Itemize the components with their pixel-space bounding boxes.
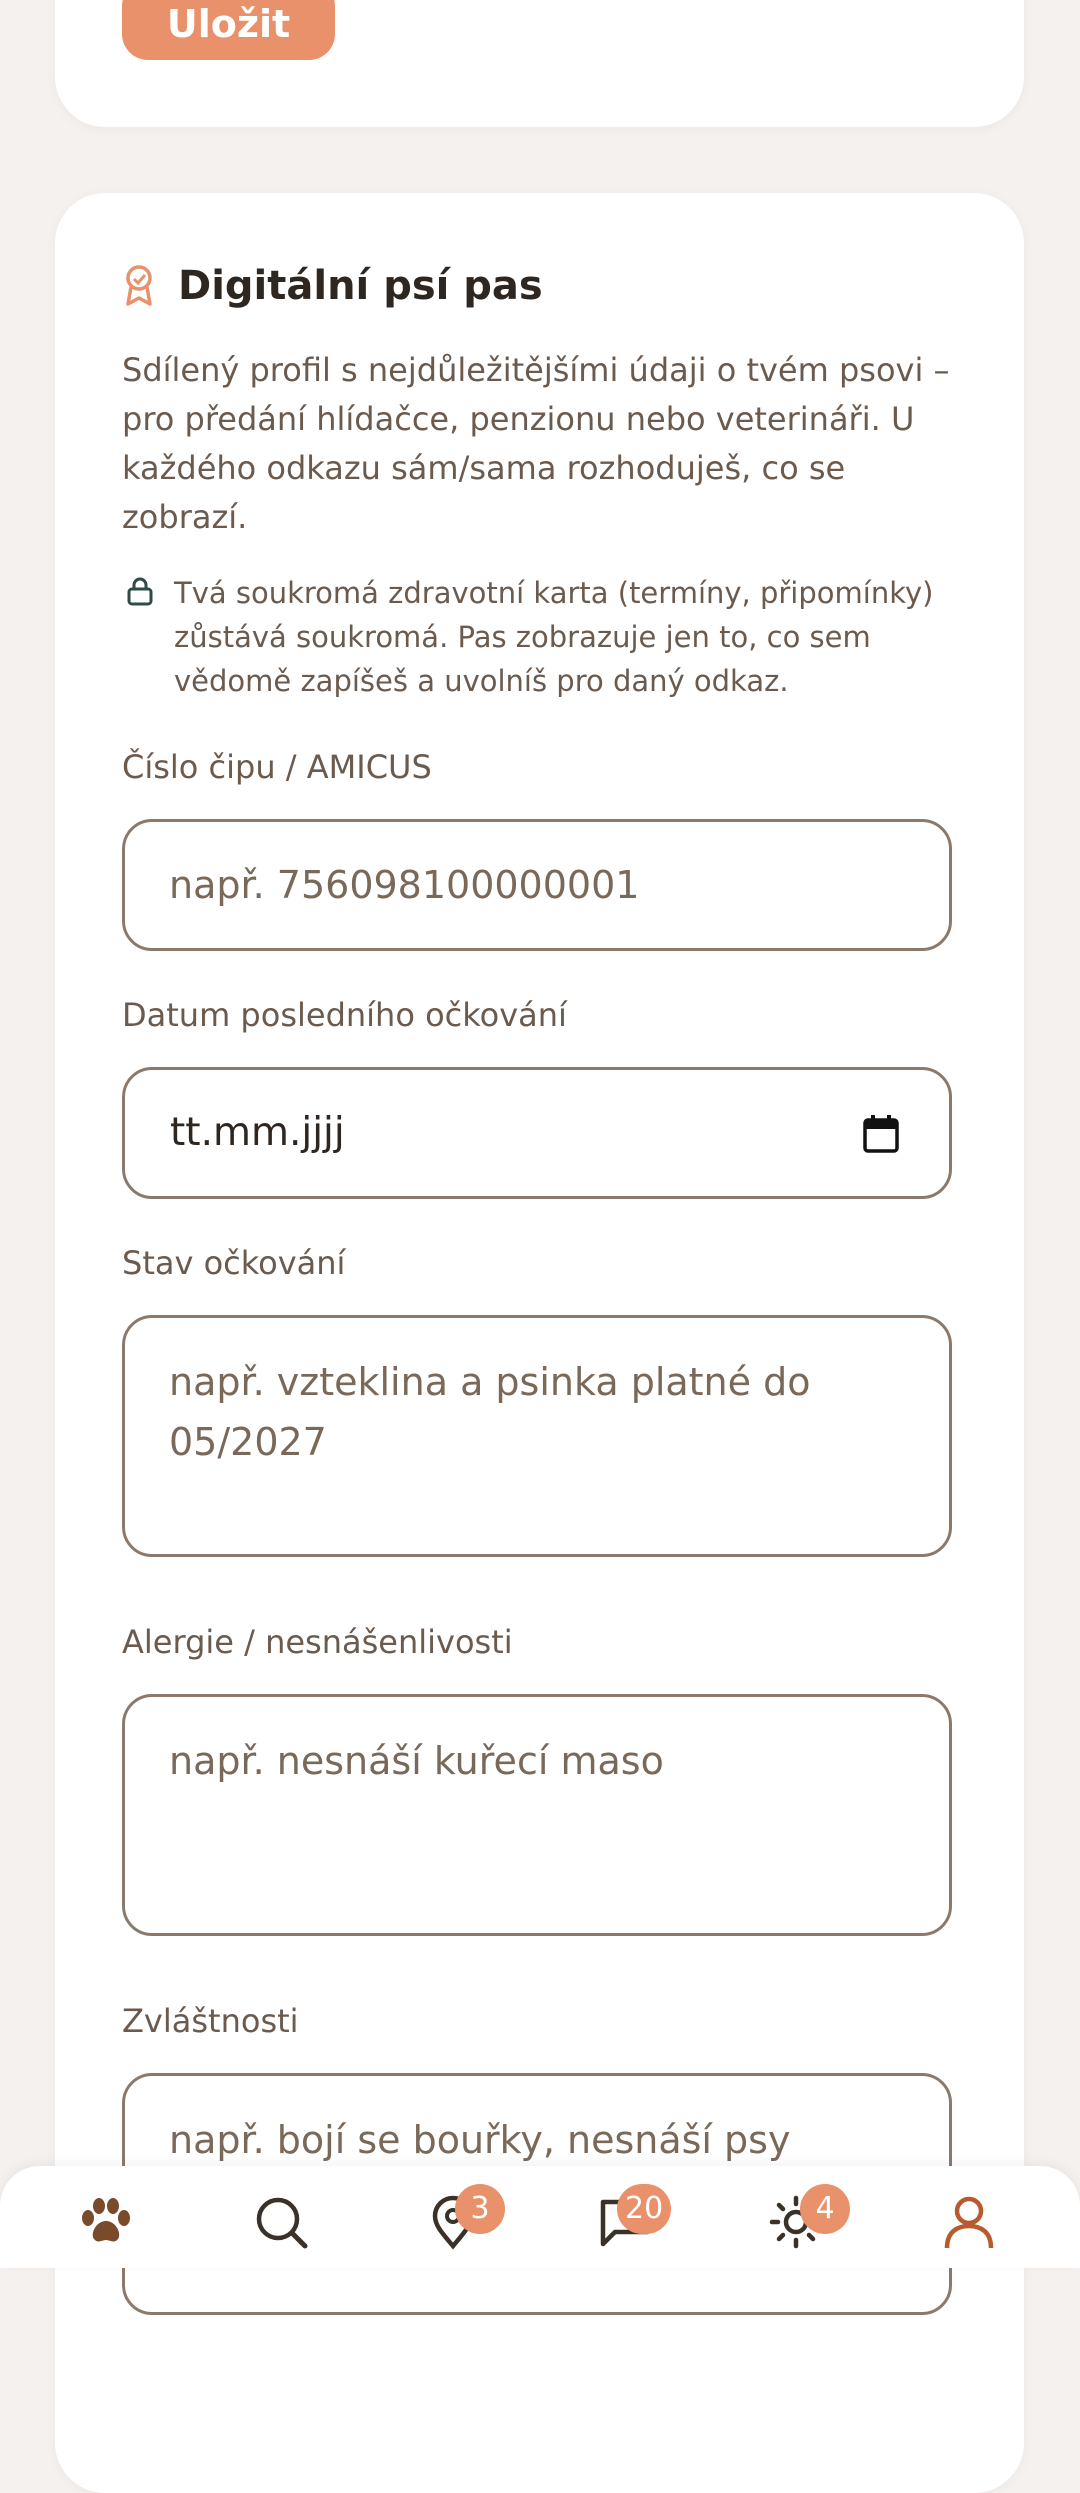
save-button[interactable]: Uložit [122,0,335,60]
user-icon [941,2235,997,2254]
allergies-input[interactable] [122,1694,952,1936]
nav-paw[interactable] [78,2194,138,2254]
sun-icon [768,2235,824,2254]
lock-icon [127,576,153,606]
activity-badge: 4 [800,2184,850,2234]
nav-messages[interactable] [597,2191,664,2254]
date-placeholder: tt.mm.jjjj [170,1110,345,1155]
passport-header [122,263,543,309]
badge-award-icon [122,264,156,308]
chat-icon [597,2235,653,2254]
messages-badge: 20 [617,2184,671,2234]
passport-title: Digitální psí pas [178,263,543,309]
passport-description: Sdílený profil s nejdůležitějšími údaji o tvém psovi – pro předání hlídačce, penzionu nebo veterináři. U každého odkazu sám/sama rozhoduješ, co se zobrazí. [122,351,950,536]
nav-activity[interactable] [768,2191,835,2254]
nav-profile[interactable] [941,2194,1001,2254]
map-pin-icon [425,2235,481,2254]
nav-map[interactable] [425,2191,490,2254]
paw-icon [78,2235,134,2254]
vaccination-date-input[interactable] [122,1067,952,1199]
specifics-label: Zvláštnosti [122,2002,299,2040]
map-badge: 3 [455,2184,505,2234]
vaccination-date-label: Datum posledního očkování [122,996,567,1034]
calendar-icon[interactable] [863,1114,899,1154]
chip-number-input[interactable] [122,819,952,951]
privacy-note-text: Tvá soukromá zdravotní karta (termíny, připomínky) zůstává soukromá. Pas zobrazuje jen to, co sem vědomě zapíšeš a uvolníš pro daný odkaz. [174,576,934,698]
vaccination-status-label: Stav očkování [122,1244,346,1282]
chip-label: Číslo čipu / AMICUS [122,748,432,786]
nav-search[interactable] [253,2194,313,2254]
allergies-label: Alergie / nesnášenlivosti [122,1623,513,1661]
settings-card [55,0,1024,127]
bottom-navigation [0,2166,1080,2268]
search-icon [253,2235,309,2254]
dog-passport-card [55,193,1024,2493]
vaccination-status-input[interactable] [122,1315,952,1557]
